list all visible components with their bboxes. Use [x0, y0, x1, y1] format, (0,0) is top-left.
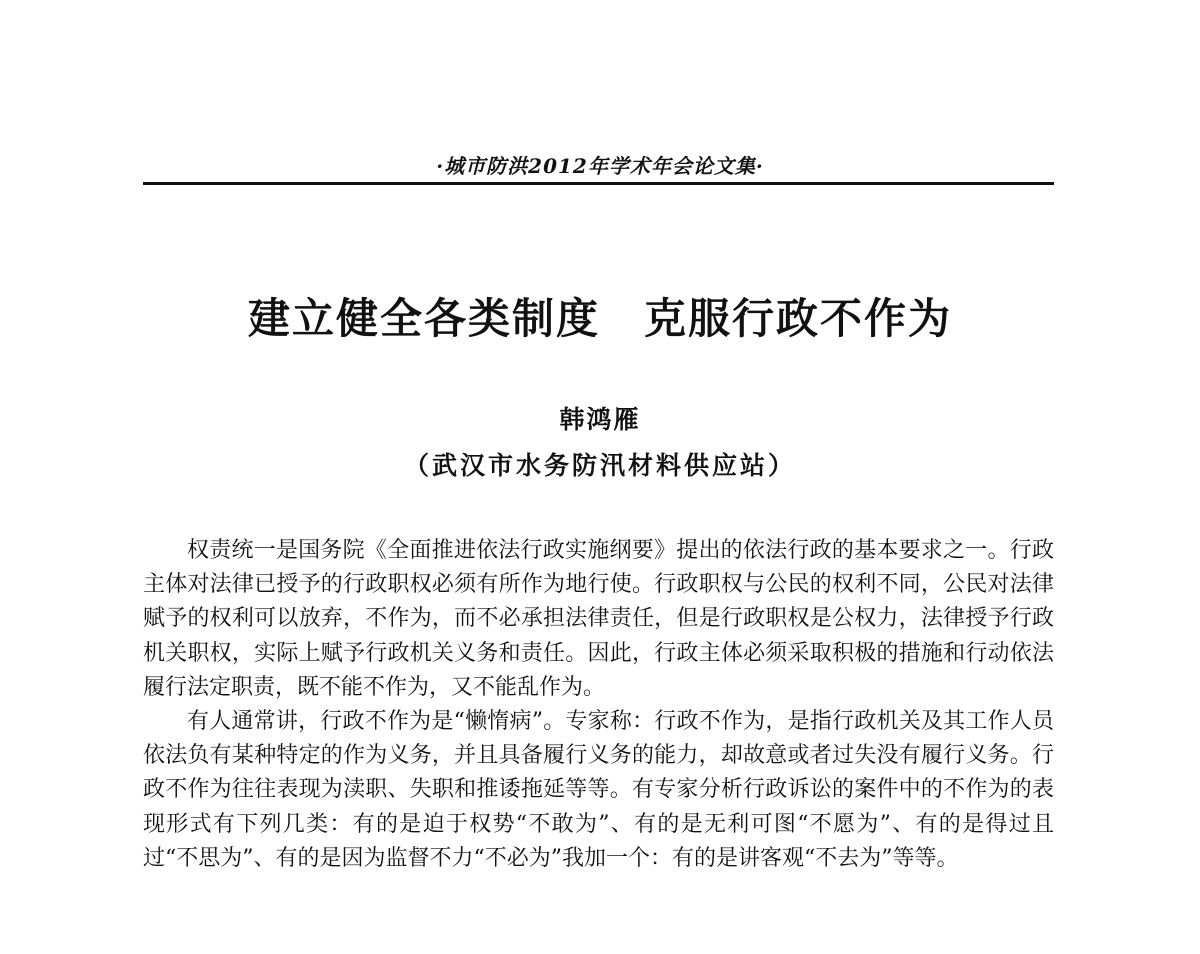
author-affiliation: （武汉市水务防汛材料供应站）: [403, 451, 796, 480]
author-name: 韩鸿雁: [559, 405, 641, 434]
article-body: [143, 534, 1054, 876]
paragraph-1: 权责统一是国务院《全面推进依法行政实施纲要》提出的依法行政的基本要求之一。行政主体对法律已授予的行政职权必须有所作为地行使。行政职权与公民的权利不同，公民对法律赋予的权利可以放弃，不作为，而不必承担法律责任，但是行政职权是公权力，法律授予行政机关职权，实际上赋予行政机关义务和责任。因此，行政主体必须采取积极的措施和行动依法履行法定职责，既不能不作为，又不能乱作为。: [143, 538, 1054, 700]
header-rule: [143, 182, 1054, 185]
article-title: 建立健全各类制度 克服行政不作为: [247, 294, 952, 343]
running-header: ·城市防洪2012年学术年会论文集·: [436, 154, 764, 178]
paragraph-2: 有人通常讲，行政不作为是“懒惰病”。专家称：行政不作为，是指行政机关及其工作人员依法负有某种特定的作为义务，并且具备履行义务的能力，却故意或者过失没有履行义务。行政不作为往往表现为渎职、失职和推诿拖延等等。有专家分析行政诉讼的案件中的不作为的表现形式有下列几类：有的是迫于权势“不敢为”、有的是无利可图“不愿为”、有的是得过且过“不思为”、有的是因为监督不力“不必为”我加一个：有的是讲客观“不去为”等等。: [143, 709, 1054, 871]
